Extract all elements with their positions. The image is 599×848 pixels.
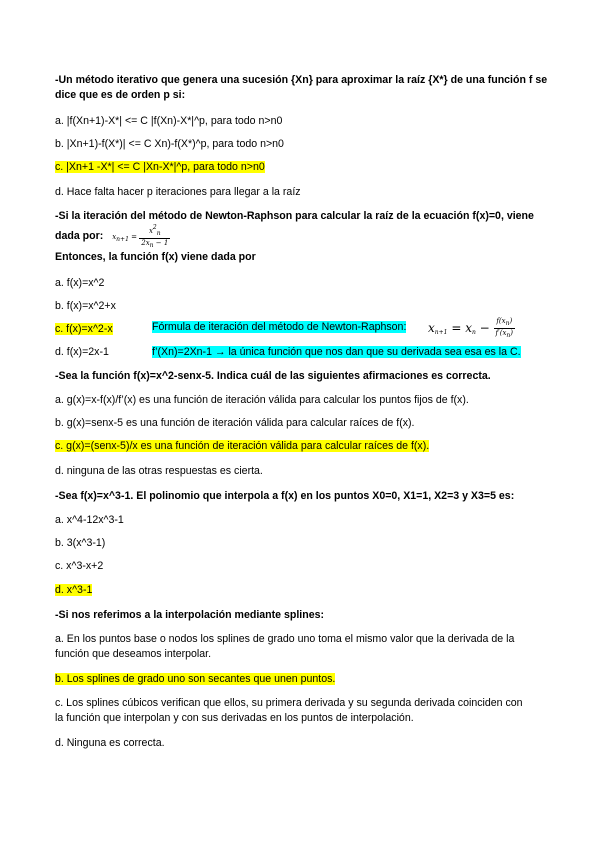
- q2-note-formula-math: $x_{n+1} = x_n$ − $\frac{f(xn)}{f'(xn)}$: [428, 317, 513, 339]
- q2-note-derivative: f’(Xn)=2Xn-1 → la única función que nos dan que su derivada sea esa es la C.: [152, 346, 521, 358]
- q4-option-d-highlighted: d. x^3-1: [55, 584, 93, 596]
- q1-stem-line2: dice que es de orden p si:: [55, 89, 186, 101]
- q3-option-c-highlighted: c. g(x)=(senx-5)/x es una función de iteración válida para calcular raíces de f(x).: [55, 440, 430, 452]
- q2-note-newton-formula: Fórmula de iteración del método de Newton-Raphson:: [152, 321, 407, 333]
- q5-option-b-highlighted: b. Los splines de grado uno son secantes que unen puntos.: [55, 673, 336, 685]
- q2-stem-line2-row: [55, 224, 170, 250]
- q4-option-a: a. x^4-12x^3-1: [55, 514, 124, 526]
- q5-option-c-line2: la función que interpolan y con sus derivadas en los puntos de interpolación.: [55, 712, 414, 724]
- q2-stem-line1: -Si la iteración del método de Newton-Raphson para calcular la raíz de la ecuación f(x)=0, viene: [55, 210, 534, 222]
- q2-option-b: b. f(x)=x^2+x: [55, 300, 116, 312]
- q5-option-a-line1: a. En los puntos base o nodos los splines de grado uno toma el mismo valor que la derivada de la: [55, 633, 515, 645]
- q2-iteration-formula: xn+1 = $\frac{x2n}{2xn - 1}$: [112, 224, 169, 249]
- q4-option-c: c. x^3-x+2: [55, 560, 104, 572]
- q2-option-c-highlighted: c. f(x)=x^2-x: [55, 323, 113, 335]
- q1-option-b: b. |Xn+1)-f(X*)| <= C Xn)-f(X*)^p, para todo n>n0: [55, 138, 284, 150]
- q5-option-d: d. Ninguna es correcta.: [55, 737, 165, 749]
- q5-option-a-line2: función que deseamos interpolar.: [55, 648, 212, 660]
- q5-option-c-line1: c. Los splines cúbicos verifican que ellos, su primera derivada y su segunda derivada coinciden con: [55, 697, 523, 709]
- q3-stem: -Sea la función f(x)=x^2-senx-5. Indica cuál de las siguientes afirmaciones es correcta.: [55, 370, 491, 382]
- q2-stem-line3: Entonces, la función f(x) viene dada por: [55, 251, 256, 263]
- q4-stem: -Sea f(x)=x^3-1. El polinomio que interpola a f(x) en los puntos X0=0, X1=1, X2=3 y X3=5 es:: [55, 490, 515, 502]
- q2-option-a: a. f(x)=x^2: [55, 277, 105, 289]
- q1-option-a: a. |f(Xn+1)-X*| <= C |f(Xn)-X*|^p, para todo n>n0: [55, 115, 283, 127]
- q5-stem: -Si nos referimos a la interpolación mediante splines:: [55, 609, 325, 621]
- q3-option-b: b. g(x)=senx-5 es una función de iteración válida para calcular raíces de f(x).: [55, 417, 415, 429]
- q4-option-b: b. 3(x^3-1): [55, 537, 106, 549]
- q2-stem-line2: dada por:: [55, 230, 104, 242]
- q2-option-d: d. f(x)=2x-1: [55, 346, 109, 358]
- q3-option-d: d. ninguna de las otras respuestas es cierta.: [55, 465, 263, 477]
- q3-option-a: a. g(x)=x-f(x)/f’(x) es una función de iteración válida para calcular los puntos fijos de f(x).: [55, 394, 469, 406]
- q1-option-c-highlighted: c. |Xn+1 -X*| <= C |Xn-X*|^p, para todo n>n0: [55, 161, 265, 173]
- q1-option-d: d. Hace falta hacer p iteraciones para llegar a la raíz: [55, 186, 301, 198]
- q1-stem-line1: -Un método iterativo que genera una sucesión {Xn} para aproximar la raíz {X*} de una función f se: [55, 74, 548, 86]
